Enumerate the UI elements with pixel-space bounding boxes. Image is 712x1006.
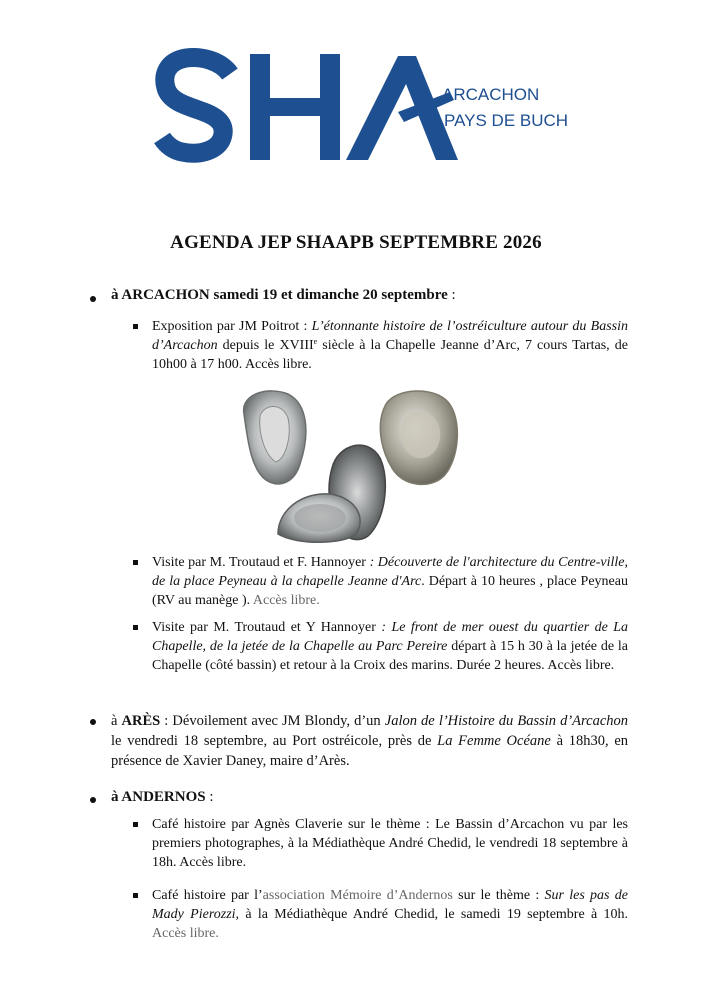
item-title: Jalon de l’Histoire du Bassin d’Arcachon [384,713,628,729]
bullet-dot [90,296,96,302]
item-text: Café histoire par l’ [152,888,263,903]
heading-arcachon-bold: à ARCACHON samedi 19 et dimanche 20 septembre [111,287,448,303]
bullet-square [133,822,138,827]
section-andernos-heading [111,787,511,808]
item-text: à [111,713,122,729]
item-text: à la Médiathèque André Chedid, le samedi 19 septembre à 10h. [239,907,629,922]
bullet-square [133,324,138,329]
andernos-item-cafe-histoire-1: Café histoire par Agnès Claverie sur le thème : Le Bassin d’Arcachon vu par les premiers photographes, à la Médiathèque André Chedid, le vendredi 18 septembre à 18h. Accès libre. [152,817,628,870]
item-title: : Découverte de l'architecture du Centre-ville, de la place Peyneau à la chapelle Jeanne d'Arc [152,555,628,589]
item-text: depuis le XVIII [217,338,314,353]
access-note: Accès libre. [152,926,219,941]
bullet-square [133,560,138,565]
item-title: La Femme Océane [437,733,551,749]
item-title: L’étonnante histoire de l’ostréiculture autour du Bassin d’Arcachon [152,319,628,353]
item-text: . Départ à 10 heures , place Peyneau (RV au manège ). [152,574,628,608]
heading-andernos-tail: : [205,789,214,805]
item-text: siècle à la Chapelle Jeanne d’Arc, 7 cours Tartas, de 10h00 à 17 h00. Accès libre. [152,338,628,372]
arcachon-item-visite-centre-ville [152,553,628,610]
access-note: Accès libre. [252,593,320,608]
logo-text-pays-de-buch: PAYS DE BUCH [444,111,569,130]
bullet-dot [90,797,96,803]
item-title: : Le front de mer ouest du quartier de La Chapelle, de la jetée de la Chapelle au Parc Pereire [152,620,628,654]
heading-ares-bold: ARÈS [121,713,161,729]
item-text: Visite par M. Troutaud et F. Hannoyer [152,555,370,570]
sha-logo [160,52,569,167]
page-title: AGENDA JEP SHAAPB SEPTEMBRE 2026 [170,232,542,253]
bullet-dot [90,719,96,725]
andernos-item-cafe-histoire-2 [152,886,628,943]
item-text: Visite par M. Troutaud et Y Hannoyer [152,620,382,635]
oyster-shells-photo [238,384,470,544]
sha-logo-graphic [160,52,569,167]
arcachon-item-visite-front-de-mer [152,618,628,675]
association-name: association Mémoire d’Andernos [262,888,453,903]
item-text: sur le thème : [452,888,545,903]
bullet-square [133,625,138,630]
section-arcachon-heading [111,285,671,306]
item-text: Exposition par JM Poitrot : [152,319,312,334]
bullet-square [133,893,138,898]
item-text: à 18h30, en présence de Xavier Daney, maire d’Arès. [111,733,629,769]
arcachon-item-exposition [152,317,628,374]
oyster-shells-illustration [238,384,470,544]
item-text: le vendredi 18 septembre, au Port ostréicole, près de [111,733,438,749]
logo-text-arcachon: ARCACHON [442,85,540,104]
item-text: : Dévoilement avec JM Blondy, d’un [160,713,385,729]
item-title: Sur les pas de Mady Pierozzi, [152,888,628,922]
item-text: départ à 15 h 30 à la jetée de la Chapelle (côté bassin) et retour à la Croix des marins. Durée 2 heures. Accès libre. [152,639,629,673]
heading-andernos-bold: à ANDERNOS [111,789,206,805]
section-ares [111,711,628,771]
heading-arcachon-tail: : [447,287,456,303]
superscript: e [313,337,318,346]
